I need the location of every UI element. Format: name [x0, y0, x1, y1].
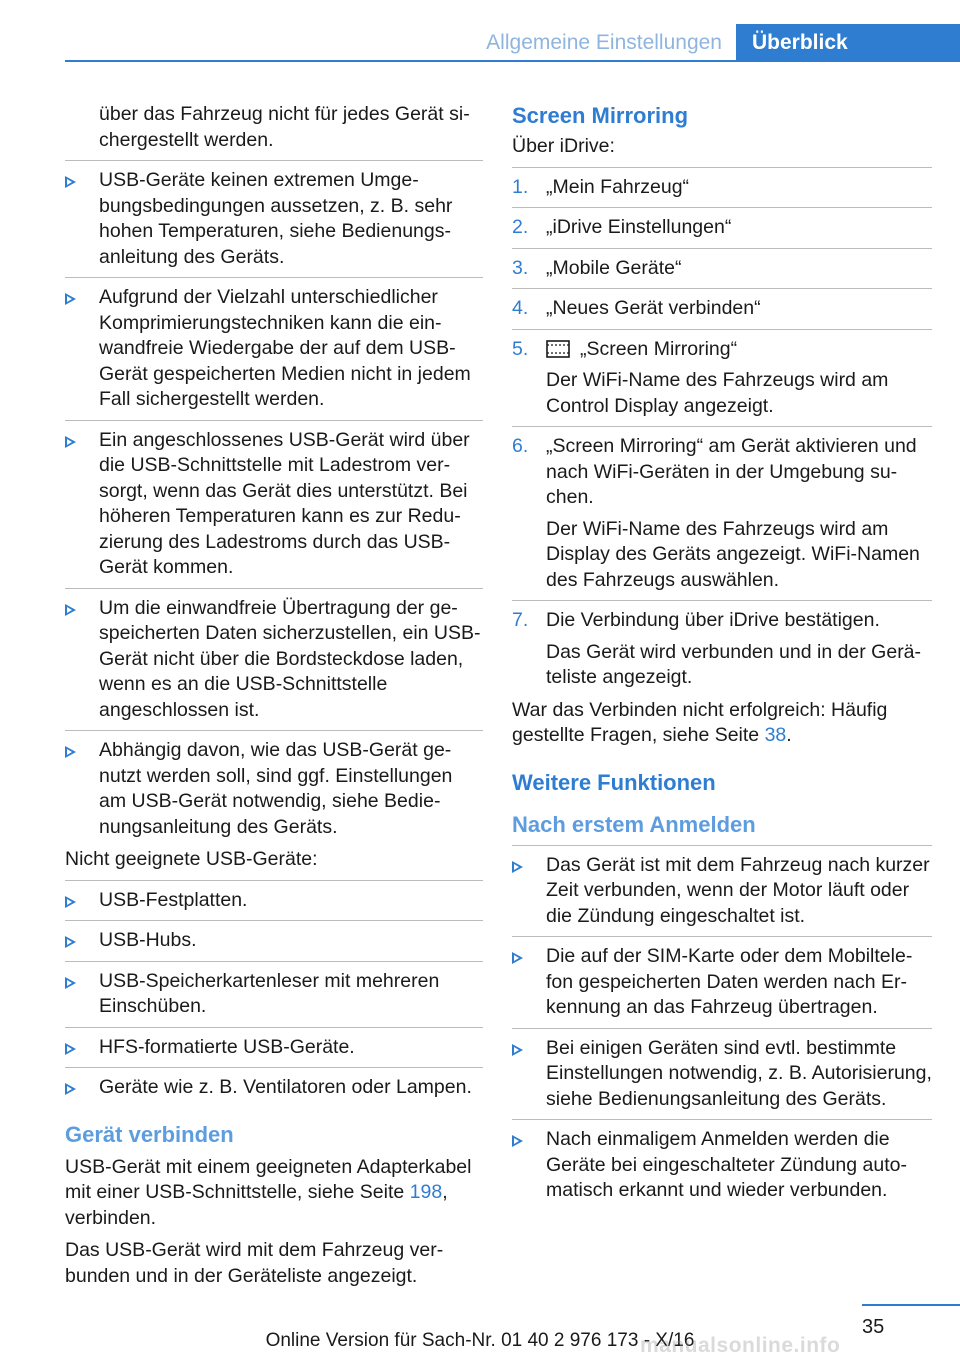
bullet-triangle-icon [512, 1044, 523, 1056]
list-item [512, 853, 932, 930]
bullet-triangle-icon [65, 1083, 76, 1095]
step-text: „Mein Fahrzeug“ [546, 175, 690, 198]
section-heading-screen-mirroring: Screen Mirroring [512, 103, 689, 128]
section-heading-more-functions: Weitere Funktionen [512, 769, 716, 795]
step-text: „iDrive Einstellungen“ [546, 216, 732, 238]
divider [65, 277, 483, 278]
list-item-text: Abhängig davon, wie das USB-Gerät genutzt werden soll, sind ggf. Einstellungen am USB-Gerät notwendig, siehe Bedienungsanleitung des Geräts. [99, 739, 453, 838]
divider [65, 1027, 483, 1028]
list-item [512, 944, 932, 1021]
divider [65, 160, 483, 161]
page-link-198[interactable]: 198 [409, 1181, 443, 1203]
list-item [65, 428, 483, 581]
left-column [65, 102, 483, 1296]
divider [512, 248, 932, 249]
step-item [512, 256, 932, 282]
list-item [65, 738, 483, 840]
list-item-text: Um die einwandfreie Übertragung der gespeicherten Daten sicherzustellen, ein USB-Gerät nicht über die Bordsteckdose laden, wenn es an die USB-Schnittstelle angeschlossen ist. [99, 596, 481, 721]
failure-text: War das Verbinden nicht erfolgreich: Häufig gestellte Fragen, siehe Seite [512, 698, 888, 746]
divider [512, 167, 932, 168]
step-number: 7. [512, 609, 529, 631]
footer-rule [862, 1304, 960, 1306]
connect-text-end: , verbinden. [65, 1181, 448, 1229]
step-note: Der WiFi-Name des Fahrzeugs wird am Display des Geräts angezeigt. WiFi-Namen des Fahrzeugs auswählen. [546, 517, 920, 591]
list-item-text: USB-Speicherkartenleser mit mehreren Einschüben. [99, 969, 440, 1017]
list-item [65, 168, 483, 270]
bullet-triangle-icon [512, 952, 523, 964]
list-item [65, 285, 483, 413]
divider [65, 1067, 483, 1068]
list-item-text: HFS-formatierte USB-Geräte. [99, 1035, 355, 1058]
bullet-triangle-icon [512, 861, 523, 873]
bullet-triangle-icon [65, 1043, 76, 1055]
step-item [512, 434, 932, 593]
bullet-triangle-icon [65, 936, 76, 948]
step-item [512, 215, 932, 241]
step-text: „Screen Mirroring“ am Gerät aktivieren und nach WiFi-Geräten in der Umgebung suchen. [546, 435, 917, 508]
list-item-text: Nach einmaligem Anmelden werden die Geräte bei eingeschalteter Zündung automatisch erkannt und wieder verbunden. [546, 1128, 907, 1201]
step-item [512, 337, 932, 420]
step-note: Der WiFi-Name des Fahrzeugs wird am Control Display angezeigt. [546, 369, 889, 417]
bullet-triangle-icon [65, 746, 76, 758]
step-text: „Screen Mirroring“ [580, 337, 738, 360]
step-number: 6. [512, 435, 529, 457]
list-item-text: Das Gerät ist mit dem Fahrzeug nach kurzer Zeit verbunden, wenn der Motor läuft oder die Zündung eingeschaltet ist. [546, 853, 930, 927]
list-item [65, 969, 483, 1020]
list-item-text: USB-Festplatten. [99, 888, 248, 911]
divider [512, 288, 932, 289]
watermark-logo: manualsonline.info [640, 1334, 841, 1357]
divider [65, 961, 483, 962]
list-item-text: Die auf der SIM-Karte oder dem Mobiltelefon gespeicherten Daten werden nach Erkennung an das Fahrzeug übertragen. [546, 945, 913, 1018]
divider [512, 1028, 932, 1029]
divider [65, 880, 483, 881]
page-link-38[interactable]: 38 [764, 724, 787, 746]
header-section-title: Allgemeine Einstellungen [486, 31, 722, 54]
section-heading-connect: Gerät verbinden [65, 1121, 234, 1147]
list-item-text: USB-Hubs. [99, 929, 197, 951]
divider [512, 936, 932, 937]
divider [512, 845, 932, 846]
connect-paragraph [65, 1155, 483, 1232]
bullet-triangle-icon [65, 436, 76, 448]
step-number: 4. [512, 297, 529, 319]
header-rule [65, 60, 960, 62]
list-item [512, 1036, 932, 1113]
header-chapter-tab: Überblick [736, 24, 960, 62]
bullet-triangle-icon [512, 1135, 523, 1147]
connect-result-paragraph: Das USB-Gerät wird mit dem Fahrzeug verbunden und in der Geräteliste angezeigt. [65, 1239, 444, 1287]
section-heading-after-login: Nach erstem Anmelden [512, 811, 756, 837]
page-number: 35 [862, 1316, 885, 1338]
screen-mirroring-icon [546, 340, 570, 358]
divider [65, 420, 483, 421]
list-item-text: Aufgrund der Vielzahl unterschiedlicher Komprimierungstechniken kann die einwandfreie Wiedergabe der auf dem USB-Gerät gespeicherten Medien nicht in jedem Fall sichergestellt werden. [99, 286, 471, 410]
step-number: 2. [512, 216, 529, 238]
divider [512, 426, 932, 427]
list-item [65, 888, 483, 914]
step-number: 5. [512, 337, 529, 360]
list-item-text: Ein angeschlossenes USB-Gerät wird über die USB-Schnittstelle mit Ladestrom versorgt, wenn das Gerät dies unterstützt. Bei höheren Temperaturen kann es zur Reduzierung des Ladestroms durch das USB-Gerät kommen. [99, 428, 470, 578]
failure-text-end: . [786, 724, 792, 746]
list-item [512, 1127, 932, 1204]
bullet-triangle-icon [65, 977, 76, 989]
list-item [65, 928, 483, 954]
bullet-triangle-icon [65, 176, 76, 188]
list-item [65, 1035, 483, 1061]
failure-paragraph [512, 698, 932, 749]
list-item [65, 596, 483, 724]
bullet-triangle-icon [65, 293, 76, 305]
right-column [512, 102, 932, 1211]
list-item-text: Bei einigen Geräten sind evtl. bestimmte Einstellungen notwendig, z. B. Autorisierung, siehe Bedienungsanleitung des Geräts. [546, 1036, 932, 1110]
step-item [512, 608, 932, 691]
continued-text: über das Fahrzeug nicht für jedes Gerät sichergestellt werden. [99, 103, 470, 151]
step-text: „Neues Gerät verbinden“ [546, 297, 761, 319]
step-item [512, 175, 932, 201]
connect-text: USB-Gerät mit einem geeigneten Adapterkabel mit einer USB-Schnittstelle, siehe Seite [65, 1155, 472, 1203]
divider [512, 329, 932, 330]
footer-online-version: Online Version für Sach-Nr. 01 40 2 976 173 - X/16 [265, 1330, 695, 1351]
list-item-text: USB-Geräte keinen extremen Umgebungsbedingungen aussetzen, z. B. sehr hohen Temperaturen, siehe Bedienungsanleitung des Geräts. [99, 169, 453, 268]
bullet-triangle-icon [65, 604, 76, 616]
divider [512, 600, 932, 601]
step-number: 1. [512, 175, 529, 198]
step-text: „Mobile Geräte“ [546, 256, 682, 279]
unsuitable-intro: Nicht geeignete USB-Geräte: [65, 848, 318, 870]
divider [65, 588, 483, 589]
step-text: Die Verbindung über iDrive bestätigen. [546, 609, 880, 631]
divider [512, 207, 932, 208]
list-item-text: Geräte wie z. B. Ventilatoren oder Lampen. [99, 1076, 472, 1098]
step-item [512, 296, 932, 322]
bullet-triangle-icon [65, 896, 76, 908]
divider [65, 730, 483, 731]
step-number: 3. [512, 256, 529, 279]
step-note: Das Gerät wird verbunden und in der Geräteliste angezeigt. [546, 640, 922, 688]
divider [65, 920, 483, 921]
list-item [65, 1075, 483, 1101]
via-idrive: Über iDrive: [512, 135, 615, 157]
divider [512, 1119, 932, 1120]
